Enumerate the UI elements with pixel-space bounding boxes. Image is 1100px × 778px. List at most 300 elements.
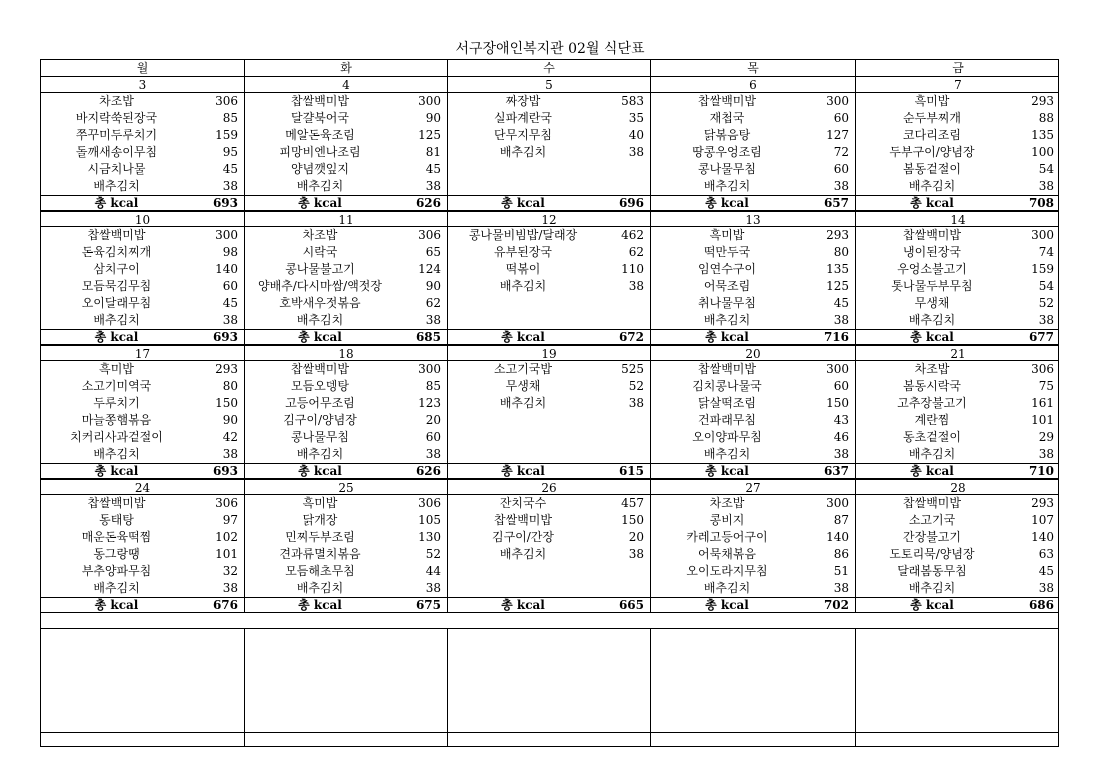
- menu-cell-fri: [856, 227, 1060, 329]
- menu-item: [856, 412, 1060, 429]
- menu-item: [41, 110, 244, 127]
- weekday-wed: 수: [448, 60, 651, 76]
- menu-item: [41, 144, 244, 161]
- menu-item: [41, 546, 244, 563]
- menu-item: [651, 144, 855, 161]
- date-cell-fri: 21: [950, 347, 966, 360]
- menu-item: [651, 512, 855, 529]
- dish-kcal: 159: [1031, 262, 1054, 276]
- blank-cell: [651, 629, 856, 746]
- menu-item: [651, 378, 855, 395]
- total-kcal: 693: [212, 464, 238, 478]
- menu-item: [245, 378, 447, 395]
- menu-item: [856, 227, 1060, 244]
- dish-name: 코다리조림: [903, 128, 961, 142]
- dish-kcal: 306: [418, 228, 441, 242]
- menu-item: [651, 261, 855, 278]
- total-cell-mon: [41, 196, 245, 210]
- total-label: 총 kcal: [94, 196, 139, 210]
- dish-name: 콩나물불고기: [285, 262, 355, 276]
- dish-name: 피망비엔나조림: [279, 145, 361, 159]
- dish-kcal: 63: [1038, 547, 1054, 561]
- total-label: 총 kcal: [910, 598, 954, 612]
- dish-name: 김구이/간장: [491, 530, 554, 544]
- menu-item: [856, 512, 1060, 529]
- dish-name: 오이도라지무침: [686, 564, 768, 578]
- dish-name: 닭개장: [302, 513, 338, 527]
- total-label: 총 kcal: [94, 330, 139, 344]
- dish-name: 봄동겉절이: [903, 162, 961, 176]
- dish-name: 실파계란국: [494, 111, 552, 125]
- dish-kcal: 52: [628, 379, 644, 393]
- menu-item: [448, 529, 650, 546]
- dish-name: 호박새우젓볶음: [279, 296, 361, 310]
- total-cell-wed: [448, 464, 651, 478]
- dish-kcal: 42: [222, 430, 238, 444]
- total-label: 총 kcal: [705, 464, 749, 478]
- dish-name: 시락국: [302, 245, 338, 259]
- menu-item: [245, 529, 447, 546]
- dish-name: 계란찜: [914, 413, 950, 427]
- dish-name: 닭살떡조림: [698, 396, 756, 410]
- dish-kcal: 95: [222, 145, 238, 159]
- dish-name: 두부구이/양념장: [889, 145, 975, 159]
- total-label: 총 kcal: [910, 196, 954, 210]
- menu-item: [41, 429, 244, 446]
- total-kcal: 686: [1028, 598, 1054, 612]
- dish-kcal: 150: [826, 396, 849, 410]
- date-row: [41, 479, 1058, 495]
- dish-name: 삼치구이: [93, 262, 140, 276]
- total-cell-fri: [856, 598, 1060, 612]
- dish-kcal: 293: [215, 362, 238, 376]
- dish-kcal: 38: [222, 179, 238, 193]
- dish-kcal: 45: [222, 296, 238, 310]
- dish-name: 봄동시락국: [903, 379, 961, 393]
- dish-name: 우엉소불고기: [897, 262, 967, 276]
- menu-item: [856, 278, 1060, 295]
- menu-item: [41, 278, 244, 295]
- dish-kcal: 38: [628, 145, 644, 159]
- menu-item: [651, 429, 855, 446]
- dish-kcal: 75: [1038, 379, 1054, 393]
- dish-name: 배추김치: [908, 581, 956, 595]
- menu-item: [651, 563, 855, 580]
- date-cell-thu: 13: [651, 212, 856, 226]
- dish-name: 콩나물무침: [291, 430, 349, 444]
- dish-name: 김구이/양념장: [283, 413, 357, 427]
- dish-kcal: 159: [215, 128, 238, 142]
- dish-name: 양념깻잎지: [291, 162, 349, 176]
- menu-item: [245, 278, 447, 295]
- dish-kcal: 306: [418, 496, 441, 510]
- dish-name: 동초겉절이: [903, 430, 961, 444]
- menu-cell-mon: [41, 361, 245, 463]
- date-cell-mon: 3: [41, 77, 245, 92]
- dish-kcal: 62: [425, 296, 441, 310]
- total-label: 총 kcal: [910, 464, 954, 478]
- menu-item: [856, 529, 1060, 546]
- total-cell-thu: [651, 464, 856, 478]
- total-kcal: 710: [1028, 464, 1054, 478]
- menu-item: [245, 395, 447, 412]
- date-cell-tue: 25: [245, 480, 448, 494]
- menu-item: [448, 546, 650, 563]
- dish-kcal: 300: [826, 496, 849, 510]
- dish-name: 흑미밥: [99, 362, 134, 376]
- date-cell-mon: 24: [41, 480, 245, 494]
- dish-name: 배추김치: [93, 581, 140, 595]
- menu-item: [245, 110, 447, 127]
- dish-kcal: 38: [222, 447, 238, 461]
- menu-item: [245, 244, 447, 261]
- date-cell-fri: 7: [954, 78, 962, 92]
- dish-name: 콩나물무침: [698, 162, 756, 176]
- menu-item: [856, 361, 1060, 378]
- menu-item: [651, 580, 855, 597]
- total-kcal: 637: [823, 464, 849, 478]
- dish-kcal: 60: [833, 162, 849, 176]
- dish-name: 동태탕: [99, 513, 134, 527]
- dish-kcal: 38: [1038, 313, 1054, 327]
- dish-kcal: 40: [628, 128, 644, 142]
- menu-item: [651, 446, 855, 463]
- weekday-mon: 월: [41, 60, 245, 76]
- dish-name: 배추김치: [499, 547, 547, 561]
- dish-name: 배추김치: [296, 581, 344, 595]
- dish-name: 차조밥: [709, 496, 745, 510]
- menu-item: [41, 261, 244, 278]
- date-cell-wed: 12: [448, 212, 651, 226]
- menu-item: [856, 144, 1060, 161]
- dish-kcal: 87: [833, 513, 849, 527]
- menu-item: [856, 178, 1060, 195]
- menu-item: [651, 227, 855, 244]
- dish-kcal: 45: [222, 162, 238, 176]
- dish-name: 어묵조림: [703, 279, 751, 293]
- menu-item: [448, 261, 650, 278]
- menu-item: [41, 127, 244, 144]
- dish-kcal: 35: [628, 111, 644, 125]
- menu-item: [245, 580, 447, 597]
- total-kcal: 626: [415, 464, 441, 478]
- dish-name: 간장불고기: [903, 530, 961, 544]
- dish-name: 차조밥: [99, 94, 134, 108]
- dish-kcal: 161: [1031, 396, 1054, 410]
- dish-kcal: 583: [621, 94, 644, 108]
- blank-cell: [448, 629, 651, 746]
- date-row: [41, 345, 1058, 361]
- dish-kcal: 102: [215, 530, 238, 544]
- dish-kcal: 60: [425, 430, 441, 444]
- date-cell-tue: 4: [245, 77, 448, 92]
- dish-kcal: 74: [1038, 245, 1054, 259]
- menu-item: [245, 144, 447, 161]
- dish-kcal: 45: [833, 296, 849, 310]
- dish-kcal: 140: [1031, 530, 1054, 544]
- dish-kcal: 62: [628, 245, 644, 259]
- total-kcal: 716: [823, 330, 849, 344]
- menu-item: [856, 244, 1060, 261]
- dish-kcal: 52: [1038, 296, 1054, 310]
- dish-name: 어묵채볶음: [698, 547, 756, 561]
- dish-kcal: 300: [215, 228, 238, 242]
- dish-name: 찹쌀백미밥: [903, 496, 961, 510]
- menu-item: [651, 161, 855, 178]
- total-kcal: 677: [1028, 330, 1054, 344]
- dish-name: 카레고등어구이: [686, 530, 768, 544]
- dish-name: 찹쌀백미밥: [903, 228, 961, 242]
- menu-item: [41, 412, 244, 429]
- menu-item: [245, 495, 447, 512]
- menu-item: [856, 580, 1060, 597]
- total-cell-thu: [651, 196, 856, 210]
- dish-name: 흑미밥: [914, 94, 950, 108]
- dish-name: 고추장불고기: [897, 396, 967, 410]
- dish-kcal: 54: [1038, 279, 1054, 293]
- dish-name: 배추김치: [499, 279, 547, 293]
- dish-kcal: 293: [1031, 94, 1054, 108]
- menu-item: [448, 378, 650, 395]
- dish-kcal: 29: [1038, 430, 1054, 444]
- dish-kcal: 90: [425, 111, 441, 125]
- dish-kcal: 43: [833, 413, 849, 427]
- dish-name: 쭈꾸미두루치기: [75, 128, 158, 142]
- menu-item: [448, 127, 650, 144]
- menu-item: [448, 93, 650, 110]
- dish-kcal: 32: [222, 564, 238, 578]
- dish-name: 도토리묵/양념장: [889, 547, 975, 561]
- total-cell-mon: [41, 598, 245, 612]
- blank-cell: [245, 629, 448, 746]
- dish-name: 떡만두국: [703, 245, 751, 259]
- dish-kcal: 44: [425, 564, 441, 578]
- total-label: 총 kcal: [705, 598, 749, 612]
- menu-row: [41, 361, 1058, 463]
- total-label: 총 kcal: [501, 598, 545, 612]
- menu-item: [651, 529, 855, 546]
- total-row: [41, 463, 1058, 479]
- total-row: [41, 329, 1058, 345]
- dish-name: 고등어무조림: [285, 396, 355, 410]
- total-kcal: 696: [618, 196, 644, 210]
- menu-cell-wed: [448, 361, 651, 463]
- menu-item: [448, 361, 650, 378]
- dish-kcal: 38: [425, 581, 441, 595]
- menu-cell-thu: [651, 495, 856, 597]
- menu-row: [41, 495, 1058, 597]
- menu-item: [856, 395, 1060, 412]
- menu-cell-tue: [245, 227, 448, 329]
- dish-kcal: 300: [1031, 228, 1054, 242]
- weekday-header-row: [41, 60, 1058, 77]
- total-label: 총 kcal: [501, 464, 545, 478]
- dish-name: 배추김치: [93, 179, 140, 193]
- dish-name: 배추김치: [703, 581, 751, 595]
- dish-kcal: 38: [222, 581, 238, 595]
- dish-kcal: 38: [628, 396, 644, 410]
- dish-kcal: 45: [1038, 564, 1054, 578]
- dish-kcal: 90: [425, 279, 441, 293]
- menu-item: [651, 395, 855, 412]
- dish-name: 임연수구이: [698, 262, 756, 276]
- dish-kcal: 100: [1031, 145, 1054, 159]
- menu-item: [245, 563, 447, 580]
- dish-name: 돈육김치찌개: [81, 245, 152, 259]
- menu-cell-mon: [41, 227, 245, 329]
- dish-name: 배추김치: [908, 179, 956, 193]
- dish-name: 냉이된장국: [903, 245, 961, 259]
- total-kcal: 693: [212, 196, 238, 210]
- date-cell-tue: 11: [245, 212, 448, 226]
- total-label: 총 kcal: [298, 598, 342, 612]
- menu-item: [651, 495, 855, 512]
- dish-name: 닭볶음탕: [703, 128, 751, 142]
- menu-item: [856, 546, 1060, 563]
- menu-cell-wed: [448, 227, 651, 329]
- menu-item: [448, 244, 650, 261]
- dish-kcal: 293: [826, 228, 849, 242]
- dish-name: 바지락쑥된장국: [75, 111, 158, 125]
- blank-row: [41, 628, 1058, 746]
- dish-kcal: 135: [826, 262, 849, 276]
- total-kcal: 693: [212, 330, 238, 344]
- menu-row: [41, 93, 1058, 195]
- total-label: 총 kcal: [910, 330, 954, 344]
- dish-name: 배추김치: [93, 313, 140, 327]
- total-label: 총 kcal: [501, 330, 545, 344]
- total-label: 총 kcal: [705, 196, 749, 210]
- dish-kcal: 54: [1038, 162, 1054, 176]
- total-kcal: 626: [415, 196, 441, 210]
- dish-kcal: 38: [1038, 447, 1054, 461]
- menu-item: [448, 395, 650, 412]
- menu-item: [448, 495, 650, 512]
- dish-kcal: 65: [425, 245, 441, 259]
- dish-name: 시금치나물: [87, 162, 146, 176]
- dish-kcal: 150: [215, 396, 238, 410]
- dish-kcal: 110: [621, 262, 644, 276]
- dish-name: 양배추/다시마쌈/액젓장: [257, 279, 382, 293]
- total-label: 총 kcal: [94, 464, 139, 478]
- dish-name: 떡볶이: [505, 262, 541, 276]
- total-label: 총 kcal: [94, 598, 139, 612]
- dish-kcal: 140: [826, 530, 849, 544]
- dish-kcal: 38: [833, 581, 849, 595]
- dish-name: 오이양파무침: [692, 430, 762, 444]
- menu-item: [41, 512, 244, 529]
- menu-cell-thu: [651, 361, 856, 463]
- dish-kcal: 306: [215, 94, 238, 108]
- dish-kcal: 300: [826, 362, 849, 376]
- date-cell-fri: 14: [950, 213, 966, 226]
- menu-item: [856, 563, 1060, 580]
- menu-item: [856, 378, 1060, 395]
- date-cell-thu: 20: [651, 346, 856, 360]
- dish-name: 찹쌀백미밥: [698, 94, 756, 108]
- menu-item: [41, 312, 244, 329]
- dish-kcal: 38: [833, 447, 849, 461]
- menu-item: [245, 178, 447, 195]
- dish-name: 달래봄동무침: [897, 564, 967, 578]
- dish-name: 콩나물비빔밥/달래장: [468, 228, 578, 242]
- dish-name: 무생채: [505, 379, 541, 393]
- dish-kcal: 38: [425, 447, 441, 461]
- dish-kcal: 38: [833, 313, 849, 327]
- weekday-tue: 화: [245, 60, 448, 76]
- dish-kcal: 300: [826, 94, 849, 108]
- dish-name: 차조밥: [914, 362, 950, 376]
- date-cell-wed: 26: [448, 480, 651, 494]
- total-cell-tue: [245, 598, 448, 612]
- dish-kcal: 127: [826, 128, 849, 142]
- dish-name: 흑미밥: [302, 496, 338, 510]
- dish-name: 찹쌀백미밥: [87, 228, 146, 242]
- menu-item: [448, 110, 650, 127]
- total-kcal: 675: [415, 598, 441, 612]
- menu-item: [245, 512, 447, 529]
- menu-item: [245, 261, 447, 278]
- menu-item: [856, 110, 1060, 127]
- dish-name: 찹쌀백미밥: [87, 496, 146, 510]
- date-cell-tue: 18: [245, 346, 448, 360]
- dish-name: 배추김치: [296, 313, 344, 327]
- menu-item: [41, 161, 244, 178]
- dish-name: 배추김치: [499, 396, 547, 410]
- dish-name: 매운돈육떡찜: [81, 530, 152, 544]
- total-cell-tue: [245, 196, 448, 210]
- dish-name: 모듬오뎅탕: [291, 379, 349, 393]
- menu-item: [448, 512, 650, 529]
- dish-name: 톳나물두부무침: [891, 279, 973, 293]
- dish-kcal: 130: [418, 530, 441, 544]
- menu-cell-thu: [651, 93, 856, 195]
- total-label: 총 kcal: [705, 330, 749, 344]
- dish-name: 찹쌀백미밥: [291, 94, 349, 108]
- menu-item: [245, 446, 447, 463]
- dish-name: 짜장밥: [505, 94, 541, 108]
- dish-name: 콩비지: [709, 513, 745, 527]
- total-kcal: 672: [618, 330, 644, 344]
- menu-cell-fri: [856, 93, 1060, 195]
- dish-kcal: 60: [222, 279, 238, 293]
- weekday-fri: 금: [952, 61, 964, 75]
- dish-kcal: 51: [833, 564, 849, 578]
- menu-item: [856, 127, 1060, 144]
- dish-name: 소고기국밥: [494, 362, 552, 376]
- dish-kcal: 300: [418, 362, 441, 376]
- menu-item: [651, 312, 855, 329]
- dish-kcal: 125: [418, 128, 441, 142]
- dish-kcal: 46: [833, 430, 849, 444]
- dish-kcal: 462: [621, 228, 644, 242]
- dish-name: 잔치국수: [499, 496, 547, 510]
- dish-kcal: 85: [222, 111, 238, 125]
- menu-item: [856, 261, 1060, 278]
- dish-name: 흑미밥: [709, 228, 745, 242]
- dish-name: 소고기국: [908, 513, 956, 527]
- menu-item: [245, 161, 447, 178]
- menu-row: [41, 227, 1058, 329]
- menu-item: [651, 178, 855, 195]
- dish-name: 배추김치: [93, 447, 140, 461]
- dish-name: 모듬묵김무침: [81, 279, 152, 293]
- dish-kcal: 150: [621, 513, 644, 527]
- menu-item: [41, 93, 244, 110]
- dish-name: 배추김치: [908, 313, 956, 327]
- total-cell-tue: [245, 464, 448, 478]
- menu-item: [41, 227, 244, 244]
